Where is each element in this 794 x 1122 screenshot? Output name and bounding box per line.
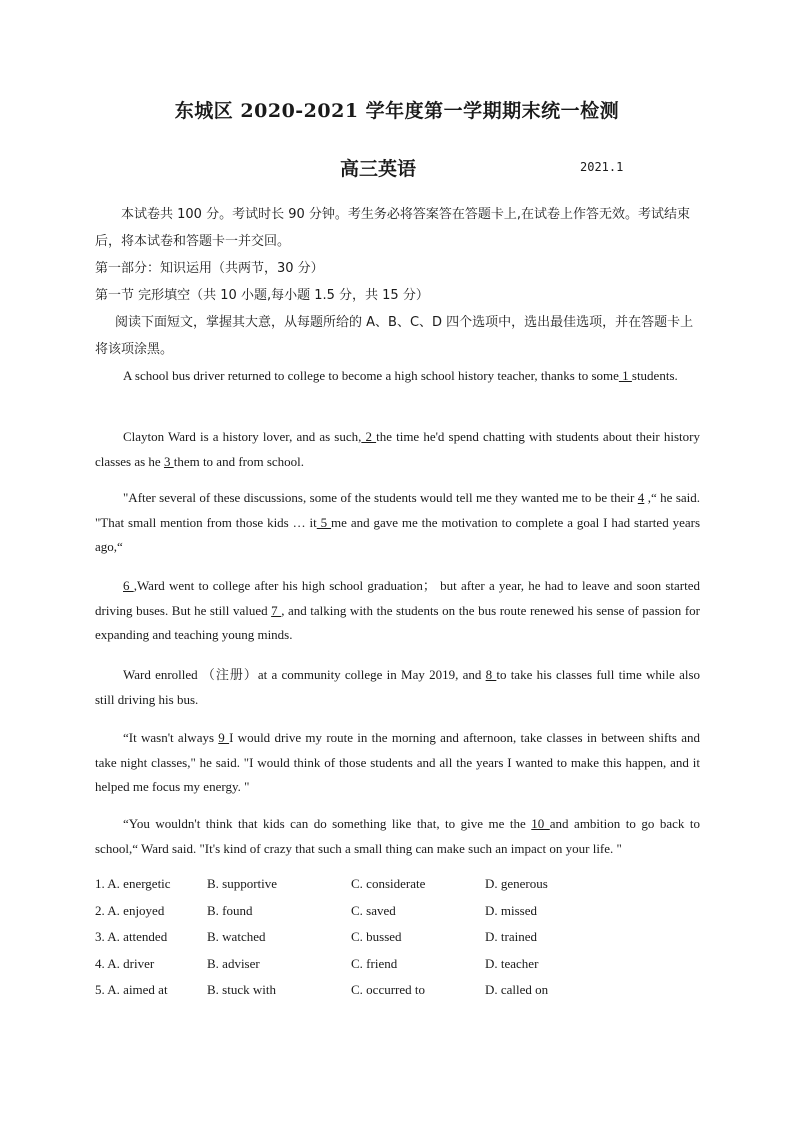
blank-5: 5 xyxy=(316,514,332,530)
option-3b: B. watched xyxy=(207,929,266,944)
passage-text: Clayton Ward is a history lover, and as such, xyxy=(123,429,362,444)
blank-8: 8 xyxy=(485,667,497,682)
question-3-options xyxy=(95,929,700,956)
exam-date: 2021.1 xyxy=(580,160,624,174)
passage-text: "After several of these discussions, some of the students would tell me they wanted me to be their xyxy=(123,490,638,505)
passage-paragraph-1 xyxy=(95,364,700,389)
passage-text: , and talking with the students on the bus route renewed his sense of passion for expanding and teaching young minds. xyxy=(95,602,700,642)
option-1c: C. considerate xyxy=(351,876,426,891)
directions: 阅读下面短文，掌握其大意，从每题所给的 A、B、C、D 四个选项中，选出最佳选项，并在答题卡上将该项涂黑。 xyxy=(95,315,694,357)
question-2-options xyxy=(95,903,700,930)
option-2d: D. missed xyxy=(485,902,537,918)
blank-1: 1 xyxy=(618,368,632,383)
option-3a: 3. A. attended xyxy=(95,929,168,944)
instructions xyxy=(95,201,700,363)
passage-text: the time he'd spend chatting with students about their history classes as he xyxy=(95,429,700,469)
option-5d: D. called on xyxy=(485,982,549,997)
passage-text: Ward enrolled （注册）at a community college in May 2019, and xyxy=(123,667,486,682)
blank-3: 3 xyxy=(163,453,174,469)
passage-paragraph-6 xyxy=(95,726,700,800)
question-4-options xyxy=(95,956,700,983)
passage-text: ,“ he said. "That small mention from those kids … it xyxy=(95,490,701,530)
section-heading: 第一节 完形填空（共 10 小题,每小题 1.5 分，共 15 分） xyxy=(95,288,429,303)
passage-text: “It wasn't always xyxy=(123,730,219,745)
exam-subject: 高三英语 xyxy=(340,158,417,180)
blank-4: 4 xyxy=(637,490,645,505)
passage-text: ,Ward went to college after his high school graduation； but after a year, he had to leave and soon started driving buses. But he still valued xyxy=(95,578,700,618)
option-2a: 2. A. enjoyed xyxy=(95,902,165,918)
passage-paragraph-5 xyxy=(95,663,700,712)
exam-title: 东城区 2020-2021 学年度第一学期期末统一检测 xyxy=(174,100,620,122)
passage-text: them to and from school. xyxy=(173,453,305,469)
blank-10: 10 xyxy=(531,816,550,831)
passage-text: to take his classes full time while also still driving his bus. xyxy=(95,667,701,707)
blank-9: 9 xyxy=(218,730,230,745)
question-1-options xyxy=(95,876,700,903)
option-1a: 1. A. energetic xyxy=(95,876,171,891)
option-4d: D. teacher xyxy=(485,955,539,971)
passage-text: A school bus driver returned to college to become a high school history teacher, thanks to some xyxy=(123,368,619,383)
option-4b: B. adviser xyxy=(207,955,260,971)
passage-text: me and gave me the motivation to complete a goal I had started years ago,“ xyxy=(95,514,701,554)
option-1d: D. generous xyxy=(485,876,548,891)
option-1b: B. supportive xyxy=(207,876,278,891)
option-4a: 4. A. driver xyxy=(95,955,155,971)
passage-paragraph-2 xyxy=(95,425,700,474)
passage-text: and ambition to go back to school,“ Ward said. "It's kind of crazy that such a small thing can make such an impact on your life. " xyxy=(95,816,700,856)
option-5b: B. stuck with xyxy=(207,982,276,997)
instructions-intro: 本试卷共 100 分。考试时长 90 分钟。考生务必将答案答在答题卡上,在试卷上作答无效。考试结束后，将本试卷和答题卡一并交回。 xyxy=(95,207,691,249)
option-5a: 5. A. aimed at xyxy=(95,982,168,997)
part-heading: 第一部分：知识运用（共两节，30 分） xyxy=(95,261,324,276)
option-2b: B. found xyxy=(207,902,253,918)
passage-text: students. xyxy=(631,368,678,383)
answer-options xyxy=(95,876,700,1009)
option-3d: D. trained xyxy=(485,929,537,944)
blank-2: 2 xyxy=(361,429,377,444)
passage-paragraph-7 xyxy=(95,812,700,861)
option-4c: C. friend xyxy=(351,955,398,971)
question-5-options xyxy=(95,982,700,1009)
passage-text: I would drive my route in the morning and afternoon, take classes in between shifts and take night classes," he said. "I would think of those students and all the years I wanted to make this happen, and it helped me focus my energy. " xyxy=(95,730,701,794)
blank-6: 6 xyxy=(123,578,134,593)
passage-paragraph-3 xyxy=(95,486,700,560)
passage-text: “You wouldn't think that kids can do something like that, to give me the xyxy=(123,816,532,831)
option-3c: C. bussed xyxy=(351,929,402,944)
passage-paragraph-4 xyxy=(95,574,700,648)
option-2c: C. saved xyxy=(351,902,396,918)
option-5c: C. occurred to xyxy=(351,982,426,997)
blank-7: 7 xyxy=(271,602,282,618)
